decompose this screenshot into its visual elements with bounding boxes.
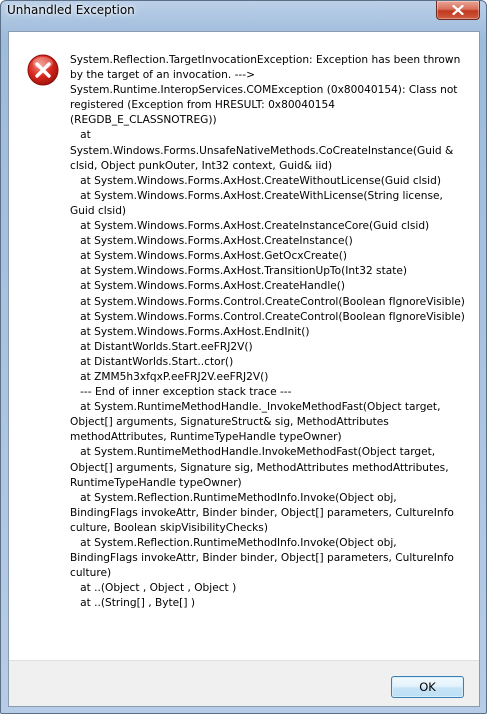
dialog-client-area	[8, 31, 480, 707]
button-bar	[9, 660, 479, 706]
window-title: Unhandled Exception	[7, 3, 135, 17]
close-button[interactable]	[436, 1, 480, 20]
title-bar[interactable]	[1, 1, 486, 25]
error-icon	[27, 54, 59, 86]
exception-message: System.Reflection.TargetInvocationException: Exception has been thrown by the target of an invocation. ---> System.Runtime.InteropServices.COMException (0x80040154): Class not registered (Exception from HRESULT: 0x80040154 (REGDB_E_CLASSNOTREG)) at System.Windows.Forms.UnsafeNativeMethods.CoCreateInstance(Guid & clsid, Object punkOuter, Int32 context, Guid& iid) at System.Windows.Forms.AxHost.CreateWithoutLicense(Guid clsid) at System.Windows.Forms.AxHost.CreateWithLicense(String license, Guid clsid) at System.Windows.Forms.AxHost.CreateInstanceCore(Guid clsid) at System.Windows.Forms.AxHost.CreateInstance() at System.Windows.Forms.AxHost.GetOcxCreate() at System.Windows.Forms.AxHost.TransitionUpTo(Int32 state) at System.Windows.Forms.AxHost.CreateHandle() at System.Windows.Forms.Control.CreateControl(Boolean fIgnoreVisible) at System.Windows.Forms.Control.CreateControl(Boolean fIgnoreVisible) at System.Windows.Forms.AxHost.EndInit() at DistantWorlds.Start.eeFRJ2V() at DistantWorlds.Start..ctor() at ZMM5h3xfqxP.eeFRJ2V.eeFRJ2V() --- End of inner exception stack trace --- at System.RuntimeMethodHandle._InvokeMethodFast(Object target, Object[] arguments, SignatureStruct& sig, MethodAttributes methodAttributes, RuntimeTypeHandle typeOwner) at System.RuntimeMethodHandle.InvokeMethodFast(Object target, Object[] arguments, Signature sig, MethodAttributes methodAttributes, RuntimeTypeHandle typeOwner) at System.Reflection.RuntimeMethodInfo.Invoke(Object obj, BindingFlags invokeAttr, Binder binder, Object[] parameters, CultureInfo culture, Boolean skipVisibilityChecks) at System.Reflection.RuntimeMethodInfo.Invoke(Object obj, BindingFlags invokeAttr, Binder binder, Object[] parameters, CultureInfo culture) at ..(Object , Object , Object ) at ..(String[] , Byte[] )	[70, 54, 465, 610]
close-icon	[452, 5, 464, 15]
message-area	[9, 32, 479, 662]
ok-button[interactable]: OK	[391, 676, 464, 698]
